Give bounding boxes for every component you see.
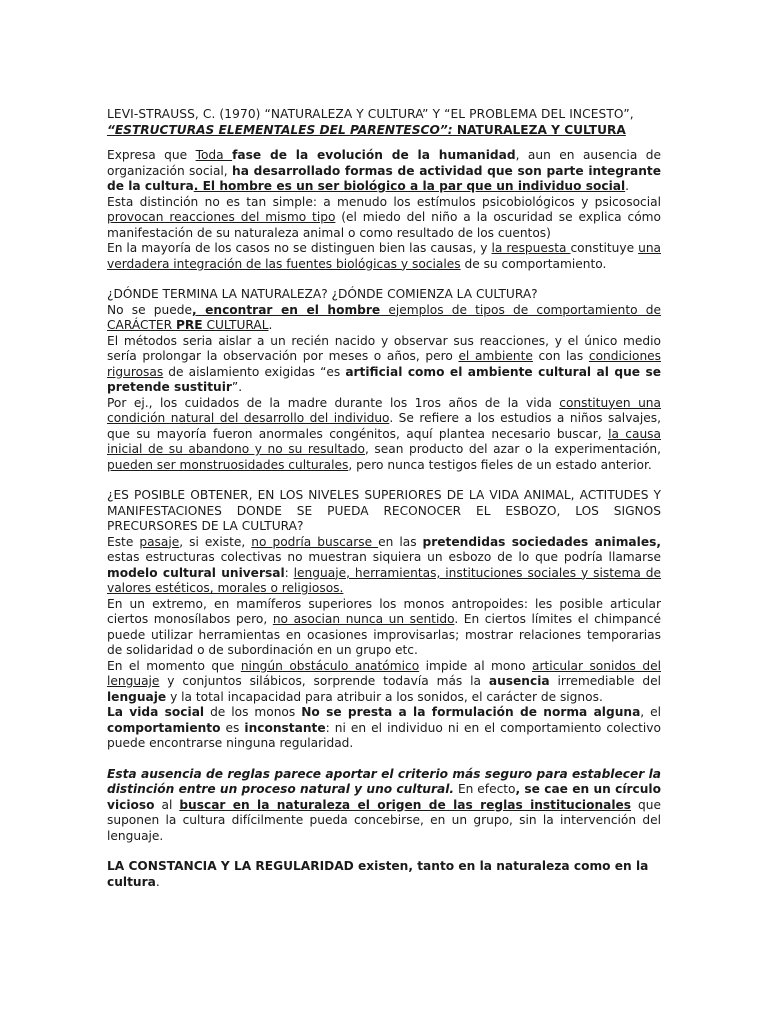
paragraph <box>107 303 661 334</box>
paragraph-spacer <box>107 272 661 287</box>
text-run: , pero nunca testigos fieles de un estado anterior. <box>348 457 652 472</box>
text-run: no podría buscarse <box>251 534 379 549</box>
text-run: modelo cultural universal <box>107 565 285 580</box>
text-run: ningún obstáculo anatómico <box>240 658 420 673</box>
paragraph <box>107 334 661 396</box>
text-run: En efecto <box>454 782 516 796</box>
text-run: LA CONSTANCIA Y LA REGULARIDAD existen, tanto en la naturaleza como en la cultura <box>107 859 649 889</box>
text-run: lenguaje <box>107 689 167 704</box>
paragraph <box>107 488 661 535</box>
text-run: pasaje <box>139 534 180 549</box>
text-run: y conjuntos silábicos, sorprende todavía más la <box>159 674 489 688</box>
text-run: que suponen la cultura difícilmente pueda concebirse, en un grupo, sin la intervención del lenguaje. <box>107 797 661 843</box>
text-run: la respuesta <box>491 241 571 255</box>
text-run: En el momento que <box>107 658 241 673</box>
paragraph <box>107 767 661 845</box>
text-run: . Se refiere a los estudios a niños salvajes, que su mayoría fueron anormales congénitos, aquí plantea necesario buscar, <box>107 411 661 441</box>
subtitle-topic: NATURALEZA Y CULTURA <box>452 122 626 137</box>
text-run: En la mayoría de los casos no se distinguen bien las causas, y <box>107 241 492 255</box>
text-run: de su comportamiento. <box>460 256 607 271</box>
text-run: Toda <box>195 148 233 162</box>
text-run: La vida social <box>107 705 205 719</box>
subtitle-work-title: “ESTRUCTURAS ELEMENTALES DEL PARENTESCO”: <box>107 122 453 137</box>
text-run: artificial como el ambiente cultural al que se pretende sustituir <box>107 364 661 394</box>
text-run: lenguaje, herramientas, instituciones sociales y sistema de valores estéticos, morales o religiosos. <box>107 565 662 595</box>
text-run: En un extremo, en mamíferos superiores los monos antropoides: les posible articular ciertos monosílabos pero, <box>107 596 661 626</box>
text-run: No se puede <box>107 302 192 317</box>
text-run: . <box>155 874 160 889</box>
text-run: , encontrar en el hombre <box>191 302 381 317</box>
paragraph <box>107 241 661 272</box>
text-run: pretendidas sociedades animales, <box>422 534 661 549</box>
document-title: LEVI-STRAUSS, C. (1970) “NATURALEZA Y CULTURA” Y “EL PROBLEMA DEL INCESTO”, <box>107 107 634 121</box>
text-run: . El hombre es un ser biológico a la par que un individuo social <box>193 179 626 193</box>
text-run: Esta ausencia de reglas parece aportar el criterio más seguro para establecer la distinción entre un proceso natural y uno cultural. <box>107 766 661 796</box>
text-run: ha desarrollado formas de actividad que son parte integrante de la cultura <box>107 163 661 193</box>
document-subtitle <box>107 123 661 139</box>
text-run: (el miedo del niño a la oscuridad se explica cómo manifestación de su naturaleza animal o como resultado de los cuentos) <box>107 210 662 240</box>
text-run: ”. <box>231 380 243 394</box>
text-run: articular sonidos del lenguaje <box>107 658 662 688</box>
text-run: , el <box>640 705 661 719</box>
text-run: condiciones rigurosas <box>107 349 662 379</box>
text-run: CULTURAL <box>202 318 269 332</box>
text-run: No se presta a la formulación de norma alguna <box>301 705 641 719</box>
text-run: no asocian nunca un sentido <box>272 612 455 626</box>
paragraph-spacer <box>107 844 661 859</box>
text-run: estas estructuras colectivas no muestran siquiera un esbozo de lo que podría llamarse <box>107 550 661 564</box>
text-run: pueden ser monstruosidades culturales <box>107 457 349 472</box>
text-run: , sean producto del azar o la experimentación, <box>365 442 661 456</box>
text-run: , aun en ausencia de organización social, <box>107 148 661 178</box>
text-run: de aislamiento exigidas “es <box>163 364 346 379</box>
text-run: provocan reacciones del mismo tipo <box>107 210 336 224</box>
paragraph <box>107 535 661 597</box>
text-run: Esta distinción no es tan simple: a menudo los estímulos psicobiológicos y psicosocial <box>107 194 661 209</box>
paragraph <box>107 396 661 474</box>
paragraph <box>107 597 661 659</box>
text-run: la causa inicial de su abandono y no su resultado <box>107 426 661 456</box>
text-run: una verdadera integración de las fuentes biológicas y sociales <box>107 241 662 271</box>
paragraph <box>107 659 661 706</box>
paragraph <box>107 859 661 890</box>
text-run: y la total incapacidad para atribuir a los sonidos, el carácter de signos. <box>166 689 603 704</box>
text-run: . En ciertos límites el chimpancé puede utilizar herramientas en ocasiones improvisarlas; mostrar relaciones temporarias de solidaridad o de subordinación en un grupo etc. <box>107 612 661 657</box>
text-run: de los monos <box>204 705 302 719</box>
text-run: PRE <box>175 318 203 332</box>
text-run: constituyen una condición natural del desarrollo del individuo <box>107 395 661 425</box>
paragraph-spacer <box>107 752 661 767</box>
paragraph <box>107 287 661 303</box>
text-run: el ambiente <box>458 349 533 363</box>
paragraph <box>107 705 661 752</box>
text-run: El métodos seria aislar a un recién nacido y observar sus reacciones, y el único medio sería prolongar la observación por meses o años, pero <box>107 333 661 363</box>
text-run: es <box>220 720 245 735</box>
paragraph-list <box>107 148 661 890</box>
text-run: con las <box>532 349 589 363</box>
spacer <box>107 138 661 148</box>
text-run: al <box>154 797 180 812</box>
text-run: inconstante <box>244 720 326 735</box>
document-body <box>107 107 661 890</box>
text-run: en las <box>378 534 423 549</box>
text-run: impide al mono <box>419 658 533 673</box>
text-run: irremediable del <box>549 674 662 688</box>
text-run: , si existe, <box>179 534 252 549</box>
text-run: : ni en el individuo ni en el comportamiento colectivo puede encontrarse ninguna regularidad. <box>107 720 661 750</box>
text-run: buscar en la naturaleza el origen de las reglas institucionales <box>179 797 632 812</box>
text-run: . <box>625 179 630 193</box>
text-run: ausencia <box>488 674 550 688</box>
text-run: fase de la evolución de la humanidad <box>232 148 516 162</box>
paragraph <box>107 195 661 242</box>
text-run: comportamiento <box>107 720 221 735</box>
text-run: constituye <box>570 241 639 255</box>
text-run: , se cae en un círculo vicioso <box>107 782 661 812</box>
text-run: ¿DÓNDE TERMINA LA NATURALEZA? ¿DÓNDE COMIENZA LA CULTURA? <box>107 287 538 301</box>
paragraph <box>107 148 661 195</box>
text-run: Este <box>107 534 140 549</box>
text-run: ejemplos de tipos de comportamiento de CARÁCTER <box>107 302 661 332</box>
text-run: . <box>268 318 273 332</box>
text-run: : <box>284 565 294 580</box>
text-run: ¿ES POSIBLE OBTENER, EN LOS NIVELES SUPERIORES DE LA VIDA ANIMAL, ACTITUDES Y MANIFESTACIONES DONDE SE PUEDA RECONOCER EL ESBOZO, LOS SIGNOS PRECURSORES DE LA CULTURA? <box>107 488 661 533</box>
text-run: Por ej., los cuidados de la madre durante los 1ros años de la vida <box>107 395 560 410</box>
text-run: Expresa que <box>107 148 196 162</box>
paragraph-spacer <box>107 473 661 488</box>
